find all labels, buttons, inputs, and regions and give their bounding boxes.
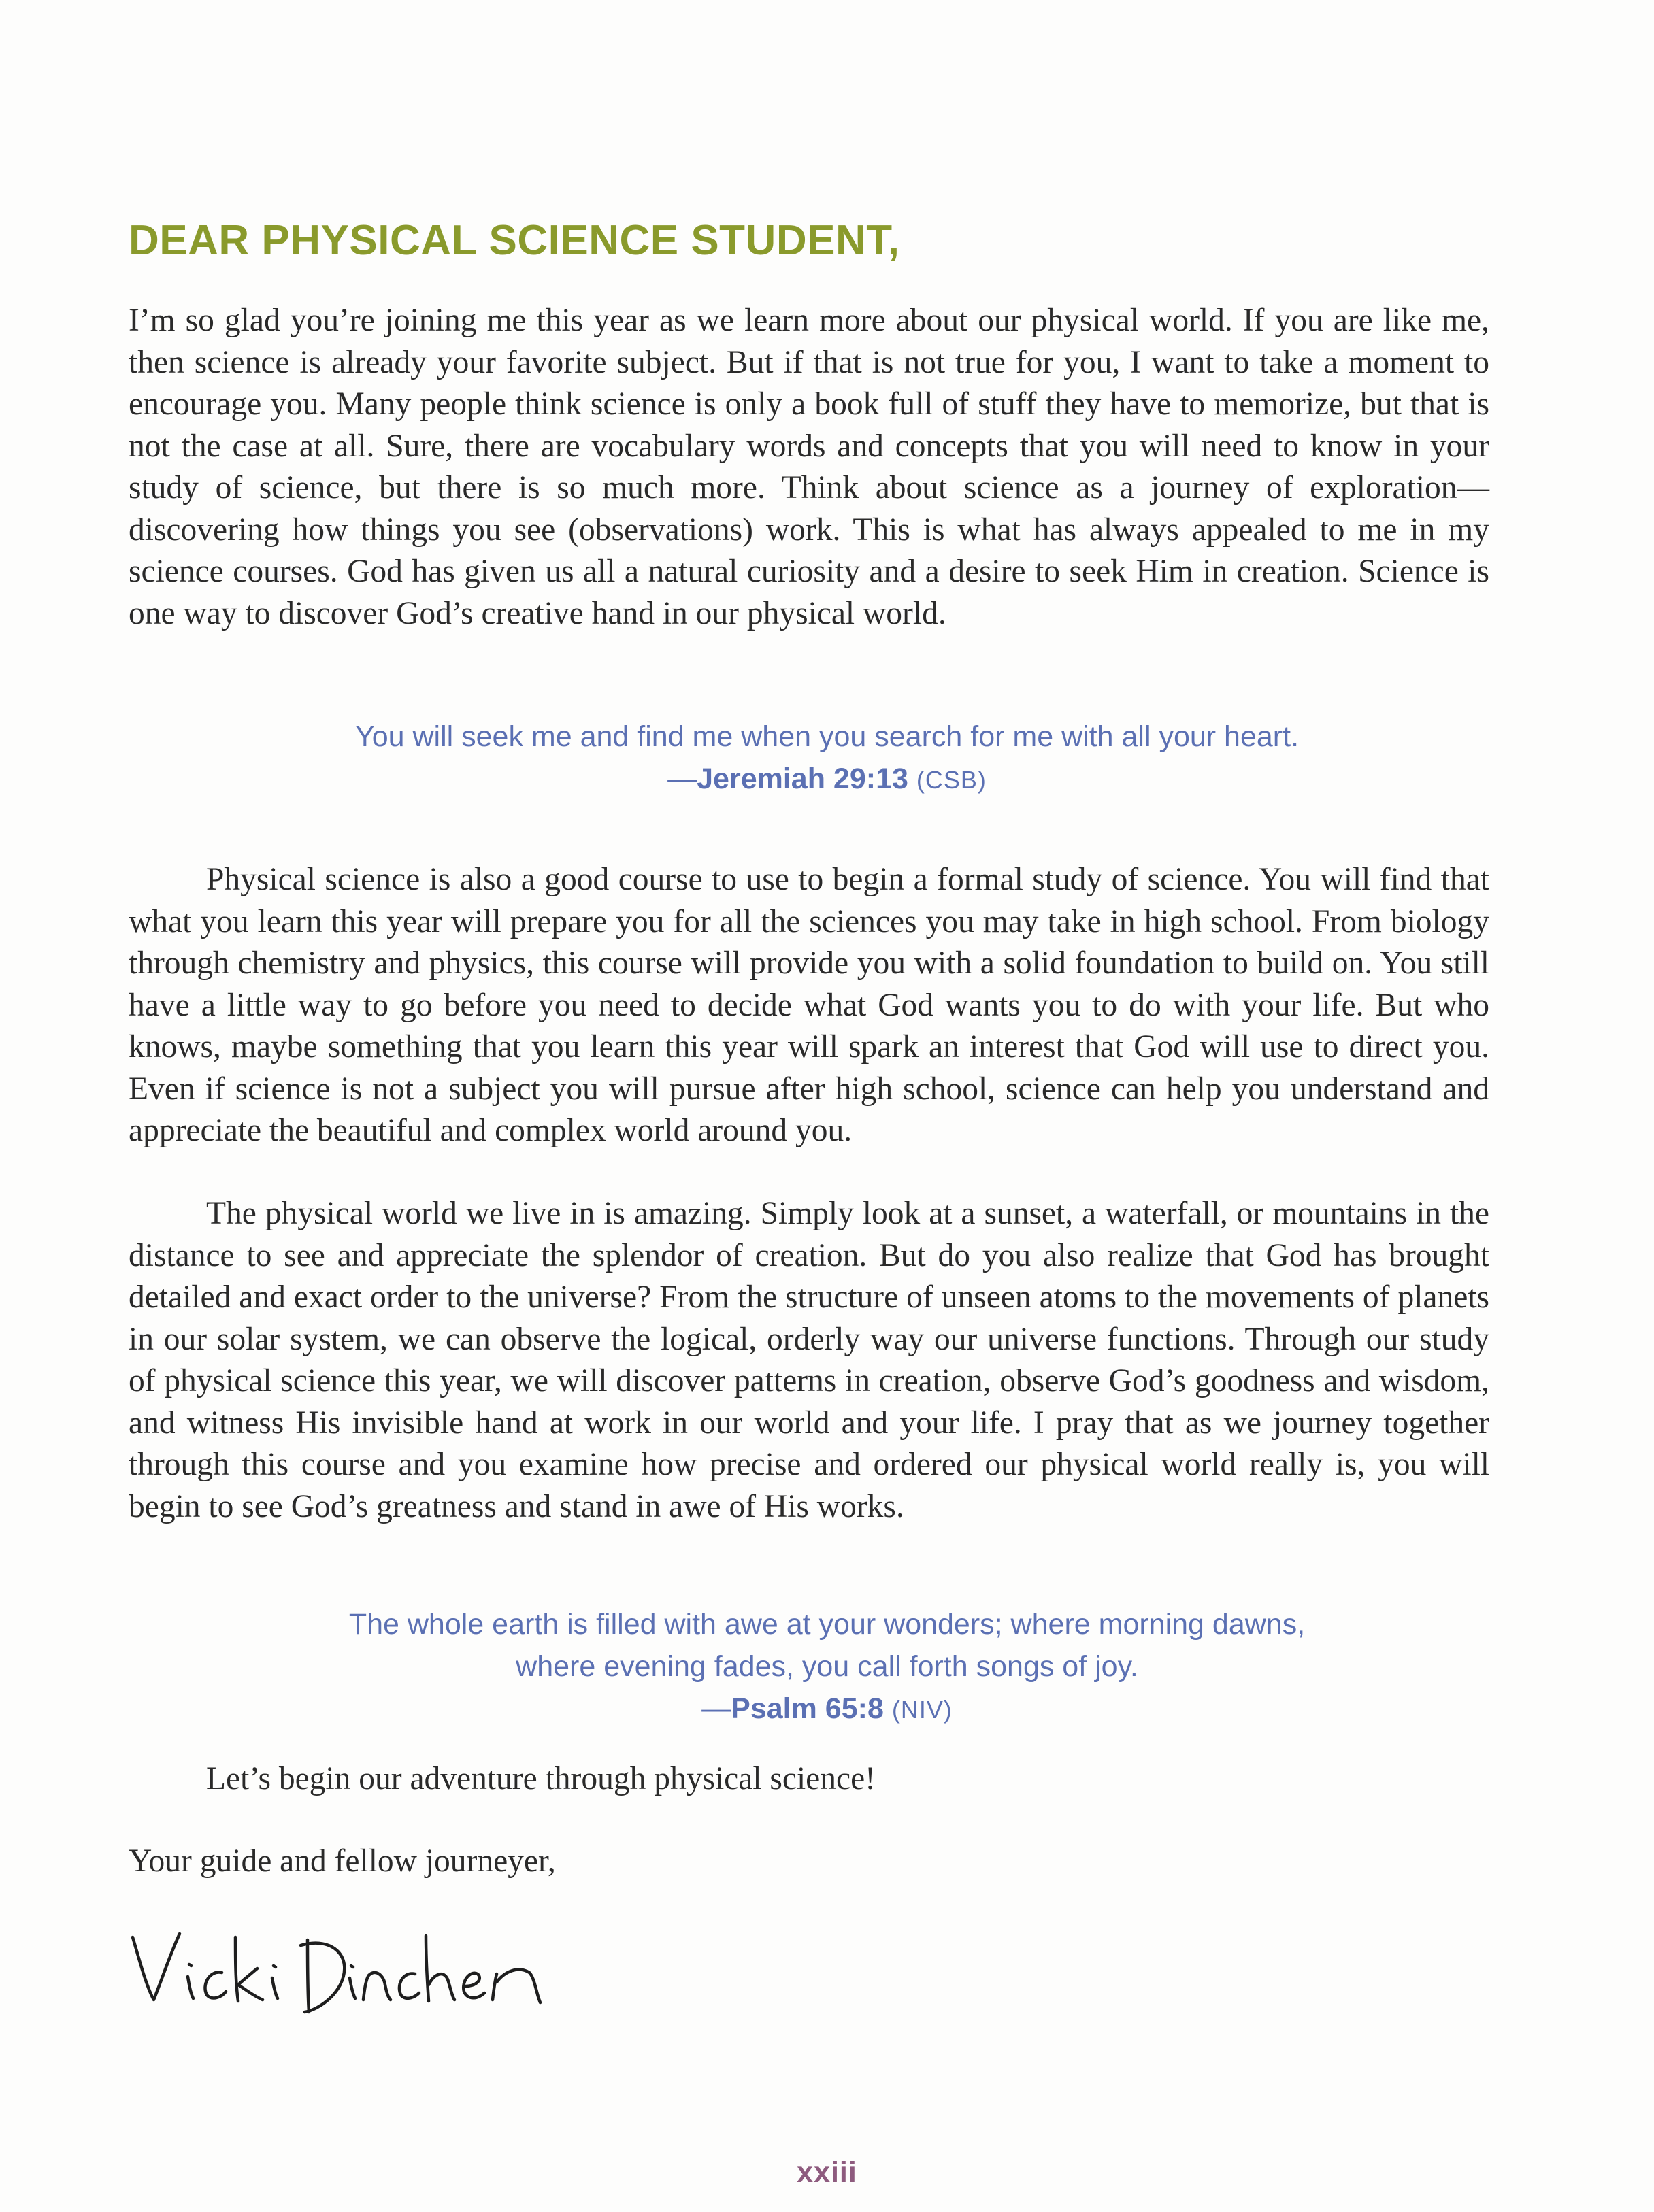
quote-text: You will seek me and find me when you search for me with all your heart. xyxy=(354,720,1300,753)
closing-line xyxy=(206,1758,1499,1800)
signature-stroke xyxy=(188,1977,193,1998)
intro-paragraph xyxy=(129,300,1489,635)
quote-reference: Jeremiah 29:13 xyxy=(697,763,908,795)
quote-reference: Psalm 65:8 xyxy=(731,1692,884,1725)
paragraph-text: Physical science is also a good course to use to begin a formal study of science. You will find that what you learn this year will prepare you for all the sciences you may take in high school. From biology through chemistry and physics, this course will provide you with a solid foundation to build on. You still have a little way to go before you need to decide what God wants you to do with your life. But who knows, maybe something that you learn this year will spark an interest that God will use to direct you. Even if science is not a subject you will pursue after high school, science can help you understand and appreciate the beautiful and complex world around you. xyxy=(129,862,1489,1148)
signoff-text: Your guide and fellow journeyer, xyxy=(129,1843,556,1879)
signature-stroke xyxy=(363,1973,391,2000)
quote-dash: — xyxy=(667,763,697,795)
quote-version: (CSB) xyxy=(916,766,987,794)
signature-stroke xyxy=(429,1974,454,2000)
signature-stroke xyxy=(133,1934,180,2000)
signature-stroke xyxy=(497,1970,540,2002)
third-paragraph xyxy=(129,1193,1489,1528)
signature-stroke xyxy=(308,1940,309,2012)
quote-reference-line xyxy=(0,758,1654,801)
signature-stroke xyxy=(399,1974,419,1998)
paragraph-text: I’m so glad you’re joining me this year as we learn more about our physical world. If you are like me, then science is already your favorite subject. But if that is not true for you, I want to take a moment to encourage you. Many people think science is only a book full of stuff they have to memorize, but that is not the case at all. Sure, there are vocabulary words and concepts that you will need to know in your study of science, but there is so much more. Think about science as a journey of exploration—discovering how things you see (observations) work. This is what has always appealed to me in my science courses. God has given us all a natural curiosity and a desire to seek Him in creation. Science is one way to discover God’s creative hand in our physical world. xyxy=(129,303,1489,631)
signature-stroke xyxy=(235,1937,238,2001)
closing-text: Let’s begin our adventure through physical science! xyxy=(206,1761,876,1796)
quote-reference-line xyxy=(0,1688,1654,1731)
quote-version: (NIV) xyxy=(891,1696,953,1724)
signature-stroke xyxy=(463,1973,484,1998)
page-number: xxiii xyxy=(797,2156,857,2189)
signature-stroke xyxy=(205,1973,226,1998)
signature-stroke xyxy=(238,1968,263,2000)
signature-stroke xyxy=(351,1966,353,1967)
paragraph-text: The physical world we live in is amazing. Simply look at a sunset, a waterfall, or mountains in the distance to see and appreciate the splendor of creation. But do you also realize that God has brought detailed and exact order to the universe? From the structure of unseen atoms to the movements of planets in our solar system, we can observe the logical, orderly way our universe functions. Through our study of physical science this year, we will discover patterns in creation, observe God’s goodness and wisdom, and witness His invisible hand at work in our world and your life. I pray that as we journey together through this course and you examine how precise and ordered our physical world really is, you will begin to see God’s greatness and stand in awe of His works. xyxy=(129,1196,1489,1524)
quote-line-2: where evening fades, you call forth songs of joy. xyxy=(516,1650,1138,1683)
signature-stroke xyxy=(426,1936,429,2001)
signature-stroke xyxy=(350,1978,355,1998)
signature-stroke xyxy=(189,1964,191,1966)
second-paragraph xyxy=(129,859,1489,1152)
quote-dash: — xyxy=(701,1692,731,1725)
signature-stroke xyxy=(493,1974,497,2000)
scripture-quote-psalm xyxy=(0,1603,1654,1731)
quote-line-1: The whole earth is filled with awe at your wonders; where morning dawns, xyxy=(348,1608,1306,1641)
handwritten-signature xyxy=(129,1917,578,2019)
letter-heading: DEAR PHYSICAL SCIENCE STUDENT, xyxy=(129,217,900,264)
scripture-quote-jeremiah xyxy=(0,716,1654,801)
signature-stroke xyxy=(272,1978,278,1998)
signoff-line xyxy=(129,1841,1489,1883)
signature-stroke xyxy=(274,1966,276,1967)
